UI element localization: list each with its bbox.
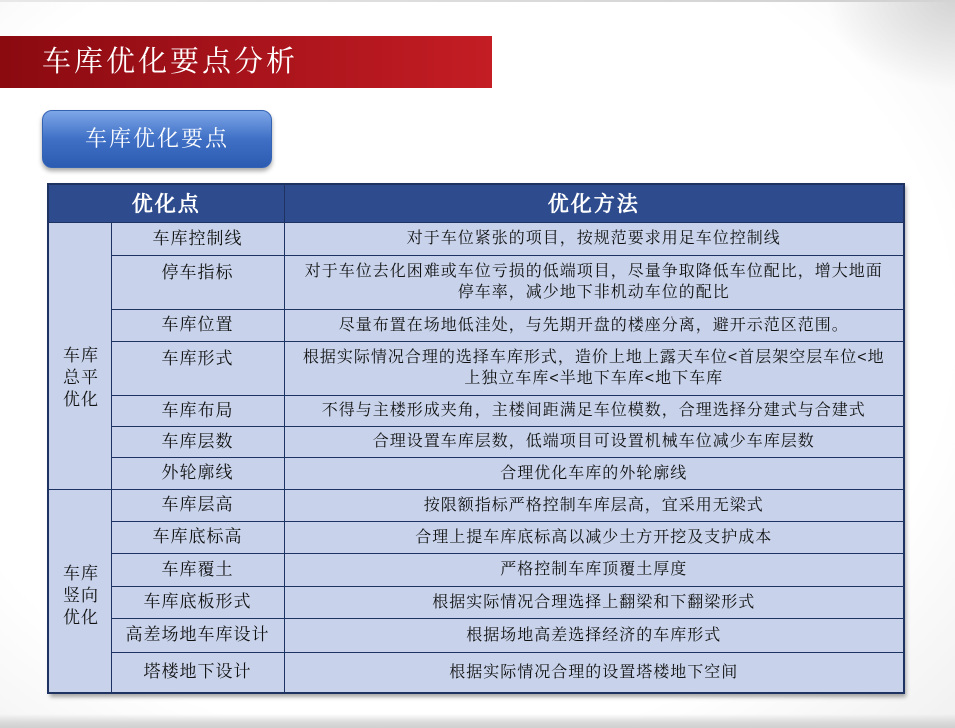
optimization-item-cell: 车库层高	[111, 489, 284, 521]
optimization-method-cell: 按限额指标严格控制车库层高，宜采用无梁式	[284, 489, 904, 521]
optimization-item-cell: 高差场地车库设计	[111, 618, 284, 652]
optimization-table-container	[47, 183, 903, 694]
optimization-item-cell: 车库形式	[111, 341, 284, 395]
optimization-method-cell: 合理上提车库底标高以减少土方开挖及支护成本	[284, 521, 904, 553]
optimization-method-cell: 对于车位去化困难或车位亏损的低端项目，尽量争取降低车位配比，增大地面停车率，减少地下非机动车位的配比	[284, 255, 904, 309]
optimization-item-cell: 外轮廓线	[111, 457, 284, 489]
header-optimization-method: 优化方法	[284, 184, 904, 222]
optimization-method-cell: 对于车位紧张的项目，按规范要求用足车位控制线	[284, 222, 904, 255]
group-label-line: 车库	[63, 345, 99, 365]
table-row	[48, 553, 904, 586]
table-row	[48, 255, 904, 309]
optimization-item-cell: 车库位置	[111, 309, 284, 341]
optimization-method-cell: 不得与主楼形成夹角，主楼间距满足车位模数，合理选择分建式与合建式	[284, 395, 904, 426]
optimization-item-cell: 车库控制线	[111, 222, 284, 255]
group-label-cell	[48, 489, 111, 693]
optimization-item-cell: 车库覆土	[111, 553, 284, 586]
section-label-box	[42, 110, 272, 168]
group-label-line: 优化	[63, 607, 99, 627]
group-label-line: 竖向	[63, 585, 99, 605]
slide-title: 车库优化要点分析	[42, 46, 299, 78]
table-row	[48, 652, 904, 693]
table-row	[48, 618, 904, 652]
optimization-item-cell: 车库布局	[111, 395, 284, 426]
corner-shade-decoration	[825, 0, 955, 90]
optimization-item-cell: 车库底标高	[111, 521, 284, 553]
table-row	[48, 395, 904, 426]
optimization-item-cell: 车库层数	[111, 426, 284, 457]
table-row	[48, 586, 904, 618]
group-label-line: 总平	[63, 367, 99, 387]
optimization-method-cell: 根据实际情况合理选择上翻梁和下翻梁形式	[284, 586, 904, 618]
group-label-line: 车库	[63, 563, 99, 583]
table-row	[48, 489, 904, 521]
optimization-table	[47, 183, 905, 694]
table-row	[48, 521, 904, 553]
optimization-item-cell: 停车指标	[111, 255, 284, 309]
optimization-item-cell: 塔楼地下设计	[111, 652, 284, 693]
optimization-method-cell: 根据实际情况合理的设置塔楼地下空间	[284, 652, 904, 693]
bottom-band-decoration	[0, 714, 955, 728]
table-header-row	[48, 184, 904, 222]
table-row	[48, 457, 904, 489]
optimization-item-cell: 车库底板形式	[111, 586, 284, 618]
optimization-method-cell: 合理设置车库层数，低端项目可设置机械车位减少车库层数	[284, 426, 904, 457]
group-label-cell	[48, 222, 111, 489]
table-row	[48, 426, 904, 457]
optimization-method-cell: 严格控制车库顶覆土厚度	[284, 553, 904, 586]
optimization-method-cell: 合理优化车库的外轮廓线	[284, 457, 904, 489]
header-optimization-point: 优化点	[48, 184, 284, 222]
optimization-method-cell: 根据场地高差选择经济的车库形式	[284, 618, 904, 652]
table-row	[48, 309, 904, 341]
optimization-method-cell: 根据实际情况合理的选择车库形式，造价上地上露天车位<首层架空层车位<地上独立车库<半地下车库<地下车库	[284, 341, 904, 395]
top-divider-line	[0, 0, 955, 2]
group-label-line: 优化	[63, 389, 99, 409]
title-bar	[0, 36, 492, 88]
optimization-method-cell: 尽量布置在场地低洼处，与先期开盘的楼座分离，避开示范区范围。	[284, 309, 904, 341]
section-label: 车库优化要点	[84, 126, 229, 151]
table-row	[48, 222, 904, 255]
table-row	[48, 341, 904, 395]
